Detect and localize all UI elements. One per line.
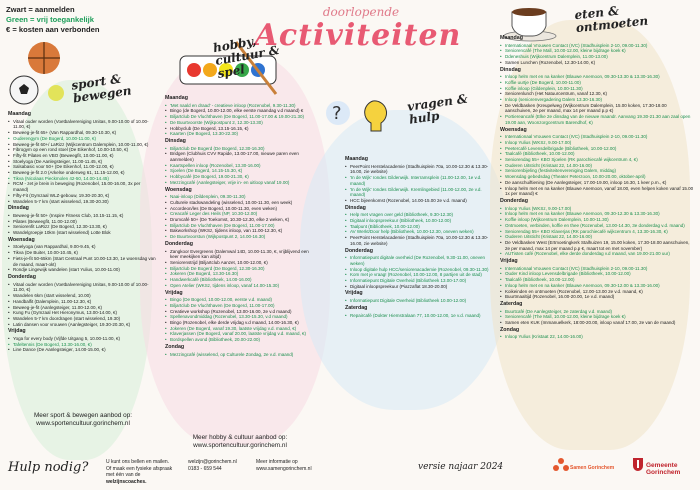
activity-item: • Seniorencafé (The Mall, 10.00-12.00, kleine bijdrage koek €)	[500, 48, 694, 54]
activity-item: • Wandelen 6km (start wisselend, 10.00)	[8, 293, 156, 299]
activity-item: • Hobbyclub (De Bogerd, 13.15-16.15, €)	[165, 126, 315, 132]
activity-list	[345, 164, 493, 204]
activity-item: • Buurtmaaltijd (Rozenobel, 16.00-20.00, 1e v.d. maand)	[500, 294, 694, 300]
more-info: Meer informatie op www.samengorinchem.nl	[256, 459, 336, 472]
day-heading: Zondag	[500, 326, 520, 333]
activity-item: • RCM - zet je brein in beweging (Rozenobel, 15.00-16.00, 3x per maand)	[8, 181, 156, 192]
activity-item: • Informatiepunt Digitale Overheid (Bibliotheek 13.00-17.00)	[345, 278, 493, 284]
activity-item: • Inloop digitale hulp HCC/seniorenacademie (Rozenobel, 09.30-11.30)	[345, 267, 493, 273]
day-heading: Dinsdag	[345, 204, 366, 211]
page-title: Activiteiten	[254, 18, 462, 53]
activity-item: • Help met vragen over geld (Bibliotheek, 9.30-12.30)	[345, 212, 493, 218]
activity-item: • Stoelyoga (van Rappardhal, 9.00-9.45, €)	[8, 244, 156, 250]
activity-item: • Open Atelier (WKSz, tijdens inloop, vanaf 14.00-15.30)	[165, 283, 315, 289]
activity-item: • Bakworkshop (WKSz, tijdens inloop, van 11.00-12.30, €)	[165, 228, 315, 234]
activity-item: • Tafeltennis (De Bogerd, 13.30-16.00, €)	[8, 342, 156, 348]
activity-item: • Beweeg-je-fit 65+ (Van Rappardhal, 09.30-10.30, €)	[8, 130, 156, 136]
legend-cost: € = kosten aan verbonden	[6, 25, 100, 34]
column-sport	[8, 110, 156, 400]
activity-item: • Informatiepunt digitale overheid (De Rozenobel, 9.30-11.00, oneven weken)	[345, 255, 493, 266]
activity-item: • Inloop helm met en na kanker (Blauwe Anemoon, 09.30-13.30 & 13.30-16.30)	[500, 74, 694, 80]
heading-hobby: hobby, cultuur & spel	[211, 33, 281, 81]
activity-item: • Culturele stadswandeling (wisselend, 10.00-11.30, een week)	[165, 200, 315, 206]
activity-list	[500, 206, 694, 257]
day-heading: Vrijdag	[345, 290, 363, 297]
day-heading: Dinsdag	[8, 205, 29, 212]
sport-link[interactable]: www.sportencultuur.gorinchem.nl	[36, 420, 130, 427]
day-heading: Maandag	[345, 156, 368, 162]
legend	[6, 5, 99, 35]
activity-item: • Tikva (Nicolaas Pieckmolen 42-50, 14.00-14.45)	[8, 176, 156, 182]
sport-balls-icon	[4, 38, 84, 108]
activity-item: • Seniorenbijeling (festiviteitenvereniging Dalem, middag)	[500, 168, 694, 174]
activity-item: • Beweeg-je-fit (Aanlegsteiger, 11.00-12.00, €)	[8, 305, 156, 311]
activity-item: • Bingo (Rozenobel, elke derde vrijdag v.d maand, 14.00-16.30, €)	[165, 320, 315, 326]
activity-item: • Jokeren (De Bogerd, vanaf 19.30, laatste vrijdag v.d. maand, €)	[165, 326, 315, 332]
activity-list	[8, 336, 156, 353]
activity-list	[500, 309, 694, 326]
activity-item: • Mezzingcafé (wisselend, op Culturele Zondag, 2e v.d. maand)	[165, 352, 315, 358]
day-heading: Vrijdag	[8, 328, 26, 335]
activity-item: • Seniorendag 55+ KBO Klaverjas (RK parochiecafé wijkcentrum 4, 13.30-16.30, €)	[500, 229, 694, 235]
activity-item: • Zangkoor Evergreens (Dalemwal 14D, 10.00-11.30, €, vrijblijvend een keer meekijken kan altijd)	[165, 249, 315, 260]
activity-item: • Beweeg-je-fit 2.0 (Arkelse onderweg 61, 11.15-12.00, €)	[8, 170, 156, 176]
activity-item: • Biljartclub De Bogerd (De Bogerd, 12.30-16.30)	[165, 266, 315, 272]
activity-item: • 'In de Wijk' rondes Gildenwijk. Kremlingebied (11.00-12.00, 2e v.d. maand)	[345, 187, 493, 198]
activity-item: • Taalpunt (Bibliotheek, 10.00-12.00)	[345, 224, 493, 230]
activity-item: • Klaverjassen (De Bogerd, vanaf 20.00, laatste vrijdag v.d. maand, €)	[165, 331, 315, 337]
activity-list	[500, 334, 694, 340]
activity-item: • De Buurtvoorstun (Wijkpostpunt 2, 14.00-16.30)	[165, 234, 315, 240]
day-heading: Maandag	[500, 35, 523, 41]
activity-item: • Seniorenlunch (Het Natuurcentrum, vanaf 12.30, €)	[500, 91, 694, 97]
activity-item: • Accordeon/les (De Bogerd, 10.00-11.30, even weken)	[165, 206, 315, 212]
activity-list	[8, 119, 156, 205]
day-heading: Zaterdag	[500, 300, 523, 307]
activity-list	[165, 352, 315, 358]
activity-item: • Seniorenstrijd (Biljartclub Aanzet, 10.00-12.00, €)	[165, 260, 315, 266]
activity-item: • Fibrogym op een rond stoel (De Eikenhof, 10.00-10.50, €)	[8, 147, 156, 153]
column-vragen	[345, 155, 493, 425]
activity-item: • Jokeren (De Bogerd, 13.30-16.30)	[165, 271, 315, 277]
activity-item: • Internationaal Vrouwen Contact (IVC) (Stadhuisplein 2-10, 09.00-11.30)	[500, 43, 694, 49]
activity-item: • Taalcafé (Bibliotheek, 10.00-12.00)	[500, 151, 694, 157]
activity-item: • Kaarten (De Bogerd, 13.30-22.30)	[165, 131, 315, 137]
activity-list	[165, 297, 315, 343]
activity-item: • Rondje Lingewijk wandelen (start Yulius, 10.00-11.00)	[8, 267, 156, 273]
activity-item: • Ontmoeten, verbinden, koffie en thee (Rozenobel, 13.00-14.30, 3e donderdag v.d. maand)	[500, 223, 694, 229]
activity-item: • Latin dansen voor vrouwen (Aanlegsteiger, 19.30-20.30, €)	[8, 322, 156, 328]
activity-item: • De Veldbasken West (Ertmoetingkerk Stalhuizen 19, 15.00 koken, 17.30-18.00 aanschuiven, 2e per maand, max 14 per maand p.p €, maart tot en met november)	[500, 240, 694, 251]
activity-item: • 'Met naald en draad' - creatieve inloop (Rozenobel, 9.30-11.30)	[165, 103, 315, 109]
activity-item: • Inloop Yulius (WKSz, 9.00-17.00)	[500, 206, 694, 212]
activity-list	[165, 249, 315, 289]
email-link[interactable]: welzijn@gorinchem.nl	[188, 459, 237, 465]
activity-item: • Naai-inloop (Dildenplein, 09.30-11.30)	[165, 194, 315, 200]
activity-list	[8, 282, 156, 328]
day-heading: Maandag	[8, 111, 31, 117]
activity-item: • Peetercafé Levensdelbrigade (Bibliotheek, 10.00-12.00)	[500, 146, 694, 152]
activity-item: • Inloop Yulius (Kristaat 22, 14.00-16.00)	[500, 334, 694, 340]
activity-item: • Woensdag gebedsdag (Theater Peterzoon, 10.00-20.00, oktober-april)	[500, 174, 694, 180]
activity-item: • Portiereancafé (Elke 2e dinsdag van de nieuwe maandr. Aanvang 19.30-21.30 aan zaal open 19.00 aan, Woonzorgcentrum Barendhof, €)	[500, 114, 694, 125]
activity-list	[500, 266, 694, 300]
svg-text:?: ?	[332, 103, 342, 124]
activity-item: • Bordspellen avond (Bibliotheek, 20.00-22.00)	[165, 337, 315, 343]
activity-item: • PeerPoint Herstelacademie (Stadhuisplein 70a, 10.00-12.30 & 13.30-16.00, zie website)	[345, 164, 493, 175]
activity-item: • Digitaal inloopspreekuur (Bibliotheek, 10.00-12.00)	[345, 218, 493, 224]
activity-item: • Beweeg-je-fit 60+/ LaRizz (Wijkcentrum Dalemplein, 10.00-11.00, €)	[8, 142, 156, 148]
activity-list	[500, 134, 694, 197]
activity-item: • Inloop helm met en na kanker (Blauwe Anemoon, 09.30-12.30 & 13.30-16.30)	[500, 211, 694, 217]
activity-item: • Samen eten KUK (Immanuelkerk, 18:00-20.00, inloop vanaf 17.00, 2e van de maand)	[500, 320, 694, 326]
activity-list	[345, 298, 493, 304]
activity-item: • PeerPoint Herstelacademie (Stadhuisplein 70a, 10.00-12.30 & 13.30-16.00, zie website)	[345, 235, 493, 246]
question-lightbulb-icon	[318, 95, 408, 145]
gemeente-logo-icon	[632, 457, 644, 473]
activity-item: • Mezzingcafé (Aanlegsteiger, vrije in- en uitloop vanaf 19.00)	[165, 180, 315, 186]
phone-number: 0183 - 659 544	[188, 465, 222, 472]
sport-footer: Meer sport & bewegen aanbod op: www.sportencultuur.gorinchem.nl	[8, 412, 158, 428]
activity-item: • Samen Lunchen (Rozenobel, 12.30-14.00, €)	[500, 60, 694, 66]
activity-item: • 'In de Wijk' rondes Gildenwijk. Interramsplein (11.00-12.00, 1e v.d. maand)	[345, 175, 493, 186]
activity-item: • Creacafé Leger des Heils (NP, 10.30-12.00)	[165, 211, 315, 217]
day-heading: Dinsdag	[165, 137, 186, 144]
activity-item: • Koffie inloop (Wijkcentrum Dalemplein, 10.00-11.30)	[500, 217, 694, 223]
activity-item: • Ouderengym (De Bogerd, 10.00-11.00, €)	[8, 136, 156, 142]
day-heading: Maandag	[165, 95, 188, 101]
contact-details	[188, 459, 258, 472]
activity-item: • Biljartclub De Vluchthaven (De Bogerd, 11.00-17.00)	[165, 303, 315, 309]
activity-item: • Pilates (Beweegfit, 11.00-12.00)	[8, 219, 156, 225]
activity-item: • Tikva (De Buiter, 10.00-10.45, €)	[8, 250, 156, 256]
activity-item: • Inloop helm met en na kanker (Blauwe Anemoon, vanaf 18.00, even helpen koken vanaf 15.00 1x per maand) €	[500, 186, 694, 197]
activity-item: • Seniorendag 55+ KBO Sjoelen (RK parochiecafé wijkcentrum 4, €)	[500, 157, 694, 163]
title-doorlopende: doorlopende	[322, 5, 400, 19]
activity-item: • Seniorencafé (The Mall, 10.00-12.00, kleine bijdrage koek €)	[500, 314, 694, 320]
gemeente-logo: Gemeente Gorinchem	[646, 462, 681, 476]
activity-item: • HCC bijeenkomst (Rozenobel, 14.00-15.00 2e v.d. maand)	[345, 198, 493, 204]
activity-item: • Wandelgroepje 10km (start wisselend) Lotte Blok	[8, 230, 156, 236]
website-link[interactable]: www.samengorinchem.nl	[256, 465, 312, 472]
hobby-link[interactable]: www.sportencultuur.gorinchem.nl	[193, 442, 287, 449]
heading-eten: eten & ontmoeten	[573, 3, 649, 36]
activity-item: • AUTisten café (Rozenobel, elke derde donderdag v.d maand, van 19.00-21.00 uur)	[500, 251, 694, 257]
activity-list	[500, 74, 694, 125]
activity-item: • Bridgen (Clubhuis CVV Rapide, 13.00-17.00, nieuwe paren even aanmelden)	[165, 151, 315, 162]
activity-list	[500, 43, 694, 66]
activity-item: • Bingo (De Bogerd, 10.00-12.00, eerste v.d. maand)	[165, 297, 315, 303]
activity-list	[345, 313, 493, 319]
heading-sport: sport & bewegen	[70, 71, 133, 106]
activity-item: • Bingo (de Bogerd, 10.00-12.00, elke eerste maandag v.d maand) €	[165, 108, 315, 114]
day-heading: Vrijdag	[500, 258, 518, 265]
day-heading: Donderdag	[165, 240, 193, 247]
activity-item: • Ouderen Uitsticht (Kristaat 22, 14.00-16.00)	[500, 163, 694, 169]
activity-item: • De Buurtvoorste (Wijkpostpunt 2, 12.30-13.30)	[165, 120, 315, 126]
activity-item: • Hobbycafé (De Bogerd, 19.00-21.30, €)	[165, 174, 315, 180]
hulp-nodig: Hulp nodig?	[8, 460, 89, 475]
day-heading: Woensdag	[165, 186, 192, 193]
activity-item: • Seniorenfit LaRizz (De Bogerd, 12.30-13.30, €)	[8, 224, 156, 230]
activity-item: • Taalcafé (Bibliotheek, 10.00-12.00)	[500, 277, 694, 283]
samen-gorinchem-logo: Samen Gorinchem	[570, 465, 615, 471]
activity-item: • Inloop Yulius (WKSz, 9.00-17.00)	[500, 140, 694, 146]
activity-item: • Fiets-je-fit 50-65km (Start Centraal Punt 10.00-13.30, 1e woensdag van de maand, maart-okt)	[8, 256, 156, 267]
activity-item: • Sjoelen (De Bogerd, 14.15-15.30, €)	[165, 168, 315, 174]
activity-item: • Creatieve workshop (Rozenobel, 13.00-16.00, 2e v.d maand)	[165, 309, 315, 315]
column-hobby	[165, 94, 315, 424]
day-heading: Dinsdag	[500, 66, 521, 73]
activity-item: • Vitaal ouder worden (Voetbalvereniging Unitas, 9.00-10.00 of 10.00-11.00, €)	[8, 119, 156, 130]
activity-item: • Digitaal inloopspreekuur (Piazzaflat 18.30-20.00)	[345, 284, 493, 290]
day-heading: Zondag	[165, 343, 185, 350]
activity-list	[8, 213, 156, 236]
day-heading: Vrijdag	[165, 289, 183, 296]
activity-item: • Inloop (seniorenvergadering Dalem 13.30-16.30)	[500, 97, 694, 103]
activity-item: • Internationaal Vrouwen Contact (IVC) (Stadhuisplein 2-10, 09.00-11.30)	[500, 266, 694, 272]
heading-vragen: vragen & hulp	[406, 91, 469, 127]
activity-item: • Kom met je vraag! (Rozenobel, 10.00-12.00, 8 partijen uit de stad)	[345, 272, 493, 278]
samen-gorinchem-logo-icon	[552, 456, 570, 474]
activity-list	[345, 212, 493, 246]
legend-green: Green = vrij toegankelijk	[6, 15, 94, 24]
column-eten	[500, 34, 694, 449]
activity-item: • Biljartclub De Vluchthaven (De Bogerd, 11.00-17.00)	[165, 223, 315, 229]
activity-item: • Biljartclub De Bogerd (De Bogerd, 12.30-16.30)	[165, 146, 315, 152]
activity-item: • Fifty-fit Pilates en VBO (Beweegfit, 10.00-11.00, €)	[8, 153, 156, 159]
activity-item: • Beweeg-je-fit 50+ (Inspire Fitness Club, 10.15-11.15, €)	[8, 213, 156, 219]
day-heading: Woensdag	[8, 236, 35, 243]
activity-item: • Fifty-Fit (Gymzaal WLZ-gebouw, 19.30-20.30, €)	[8, 193, 156, 199]
activity-item: • Yoga for every body (Vijfde Uitgang 5, 10.00-11.00, €)	[8, 336, 156, 342]
activity-item: • Wandelen 5-7 km doordragen (start wisselend, 19.30)	[8, 316, 156, 322]
activity-item: • Koffie inloop (Gildenplein, 10.00-11.30)	[500, 86, 694, 92]
activity-list	[165, 194, 315, 240]
activity-item: • Koikeinden en ontmoeten (Rozenobel, 12.00-13.00 2e v.d. maand, €)	[500, 289, 694, 295]
activity-item: • Inloop helm met en na kanker (Blauwe Anemoon, 09.30-12.00 & 13.30-16.00)	[500, 283, 694, 289]
activity-item: • De Veldbasken (Kreupelweg (Wijkcentrum Dalemplein, 15.00 koken, 17.30-18.00 aanschuiven, 2e per maand, max 14 per maand p.p €)	[500, 103, 694, 114]
day-heading: Woensdag	[500, 126, 527, 133]
version-label: versie najaar 2024	[418, 462, 504, 472]
activity-item: • Handwerkcafé (Bibliotheek, 14.00-16.00)	[165, 277, 315, 283]
activity-item: • Line Dance (De Aanlegsteiger, 14.00-15.00, €)	[8, 347, 156, 353]
activity-item: • Koffie uurtje (De Bogerd, 10.00-11.00)	[500, 80, 694, 86]
activity-item: • Stoelyoga (De Aanlegsteiger, 11.00-11.45, €)	[8, 159, 156, 165]
activity-item: • Repaircafé (Dokter Hiemstralaan 77, 10.00-12.00, 1e v.d. maand)	[345, 313, 493, 319]
day-heading: Zaterdag	[345, 304, 368, 311]
activity-item: • Handbalfit (Dalemplein, 11.00-12.30, €)	[8, 299, 156, 305]
activity-item: • Internationaal Vrouwen Contact (IVC) (Stadhuisplein 2-10, 09.00-11.30)	[500, 134, 694, 140]
day-heading: Donderdag	[500, 197, 528, 204]
day-heading: Donderdag	[345, 247, 373, 254]
activity-item: • AV Werkt/Door help (Bibliotheek, 10.00-12.30, oneven weken)	[345, 229, 493, 235]
hobby-footer: Meer hobby & cultuur aanbod op: www.sportencultuur.gorinchem.nl	[165, 434, 315, 450]
activity-item: • Buurtcafé (De Aanlegsteiger, 2e zaterdag v.d. maand)	[500, 309, 694, 315]
contact-info: U kunt ons bellen en mailen. Of maak een fysieke afspraak met één van de welzijnscoaches.	[106, 459, 173, 485]
activity-item: • Salsabasic voor 50+ (De Eikenhof, 11.00-12.00, €)	[8, 164, 156, 170]
activity-item: • De aanschuiftiening (De Aanlegsteiger, 17.00-19.00, inloop 16.30, 1 keer p.m., €)	[500, 180, 694, 186]
legend-black: Zwart = aanmelden	[6, 5, 75, 14]
activity-item: • Wandelen 5-7 km (start wisselend, 19.30-20.30)	[8, 199, 156, 205]
activity-item: • Vitaal ouder worden (Voetbalvereniging Unitas, 9.00-10.00 of 10.00-11.00, €)	[8, 282, 156, 293]
activity-item: • Ddeneshuis (Wijkcentrum Dalemplein, 11.00-13.00)	[500, 54, 694, 60]
activity-item: • Biljartclub De Vluchthaven (De Bogerd, 11.00-17.00 & 19.00-21.30)	[165, 114, 315, 120]
activity-item: • Kung Fu (Gymzaal Het Hieronymus, 13.00-14.00, €)	[8, 310, 156, 316]
activity-list	[165, 103, 315, 137]
activity-item: • Kaartspellen inloop (Rozenobel, 13.30-16.00)	[165, 163, 315, 169]
activity-item: • Ouderen Uitsticht (Kristaat 22, 14.00-16.00)	[500, 234, 694, 240]
activity-list	[165, 146, 315, 186]
day-heading: Donderdag	[8, 273, 36, 280]
activity-item: • Ouder Kind inloop Levensdelbrigade (Bibliotheek, 10.00-12.00)	[500, 271, 694, 277]
activity-item: • Informatiepunt Digitale Overheid (Bibliotheek 10.00-12.00)	[345, 298, 493, 304]
activity-list	[345, 255, 493, 289]
activity-item: • Drumcafé 50+ (De Toekomst, 10.30-12.30, elke 2 weken, €)	[165, 217, 315, 223]
activity-item: • Spellenavondmiddag (Rozenobel, 13.30-15.30, v.d maand)	[165, 314, 315, 320]
activity-list	[8, 244, 156, 273]
